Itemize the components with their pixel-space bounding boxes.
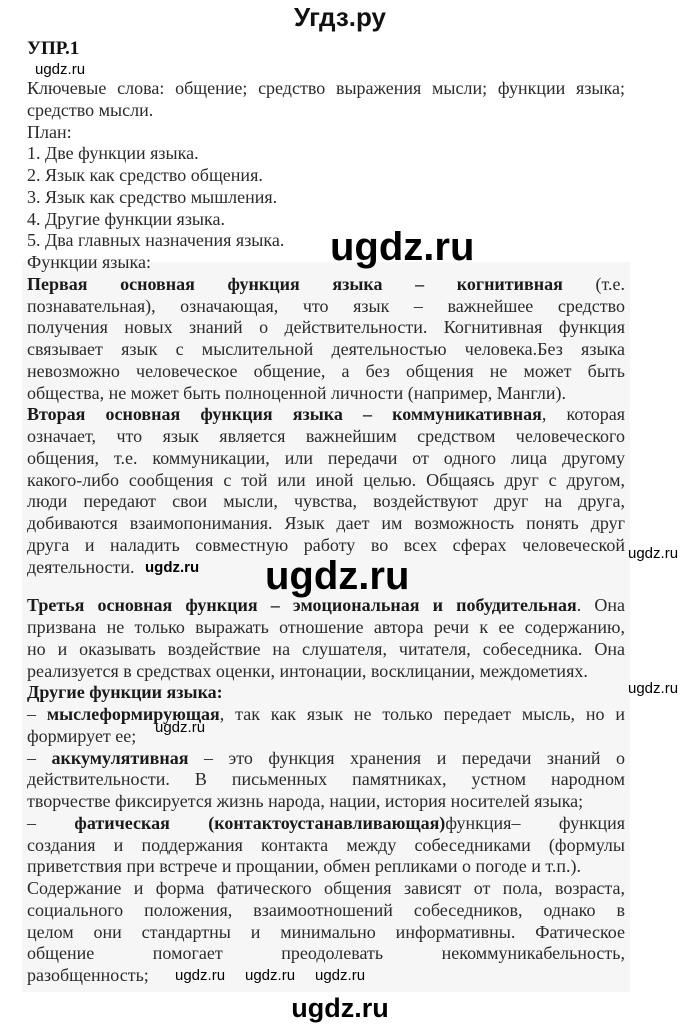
text-segment: разобщенность; [27,965,149,985]
text-line [27,426,625,448]
text-line [27,143,625,165]
text-line [27,230,625,252]
text-segment: общения, т.е. коммуникации, или передачи от одного лица другому [27,447,625,468]
text-segment: Содержание и форма фатического общения зависят от пола, возраста, [27,878,625,898]
text-line [27,470,625,492]
text-segment: . Она [576,595,625,616]
text-segment: друга и наладить совместную работу во всех сферах человеческой [27,534,625,555]
text-line [27,448,625,470]
watermark: ugdz.ru [145,559,200,576]
text-segment: 5. Два главных назначения языка. [27,230,285,251]
text-line [27,900,625,922]
text-segment: но и оказывать воздействие на слушателя, читателя, собеседника. Она [27,638,625,659]
text-line [27,682,625,704]
text-line [27,122,625,144]
watermark: ugdz.ru [628,680,679,697]
text-line [27,274,625,296]
text-segment: деятельности. [27,556,135,577]
text-segment: (т.е. [562,273,625,294]
bold-text: Вторая основная функция языка – коммуникативная [27,404,542,425]
text-segment: получения новых знаний о действительности. Когнитивная функция [27,317,625,338]
bold-text: аккумулятивная [51,747,189,768]
text-segment: приветствия при встрече и прощании, обмен репликами о погоде и т.п.). [27,856,582,877]
text-line [27,661,625,683]
text-line [27,595,625,617]
text-line [27,856,625,878]
bold-text: Третья основная функция – эмоциональная и побудительная [27,595,577,616]
bold-text: Первая основная функция языка – когнитивная [27,273,563,294]
text-segment: Функции языка: [27,252,151,272]
text-line [27,296,625,318]
watermark: ugdz.ru [628,545,679,562]
bold-text: фатическая (контактоустанавливающая) [74,812,446,833]
text-segment: План: [27,121,72,142]
text-line [27,339,625,361]
text-line [27,769,625,791]
text-segment: познавательная), означающая, что язык – важнейшее средство [27,295,625,316]
text-line [27,704,625,726]
text-segment: – [27,704,47,724]
text-segment: – [27,747,52,768]
watermark: ugdz.ru [35,61,86,78]
text-segment: какого-либо сообщения с той или иной целью. Общаясь друг с другом, [27,469,625,490]
text-segment: формирует ее; [27,725,137,746]
text-segment: – [27,812,75,833]
watermark: ugdz.ru [330,225,475,269]
text-segment: означает, что язык является важнейшим средством человеческого [27,426,625,446]
watermark: ugdz.ru [245,967,296,984]
text-line [27,748,625,770]
text-line [27,100,625,122]
text-line [27,639,625,661]
text-line [27,317,625,339]
watermark: ugdz.ru [315,967,366,984]
text-segment: общества, не может быть полноценной личности (например, Мангли). [27,382,567,403]
text-segment: действительности. В письменных памятниках, устном народном [27,769,625,790]
text-segment: , которая [541,404,626,425]
text-line [27,726,625,748]
text-segment: создания и поддержания контакта между собеседниками (формулы [27,834,625,855]
text-line [27,513,625,535]
text-line [27,361,625,383]
watermark: ugdz.ru [175,967,226,984]
text-line [27,617,625,639]
text-line [27,404,625,426]
bold-text: мыслеформирующая [46,704,220,724]
watermark: ugdz.ru [155,719,206,736]
text-segment: – это функция хранения и передачи знаний о [188,747,625,768]
text-segment: 4. Другие функции языка. [27,208,225,229]
text-line [27,943,625,965]
text-line [27,187,625,209]
text-line [27,78,625,100]
text-segment: , так как язык не только передает мысль, но и [219,704,626,724]
text-line [27,791,625,813]
text-segment: люди передают свои мысли, чувства, воздействуют друг на друга, [27,491,625,512]
text-segment: связывает язык с мыслительной деятельностью человека.Без языка [27,339,625,359]
text-line [27,922,625,944]
text-line [27,165,625,187]
text-segment: Ключевые слова: общение; средство выражения мысли; функции языка; [27,78,625,98]
text-segment: невозможно человеческое общение, а без общения не может быть [27,360,625,381]
text-segment: функция– функция [445,812,626,833]
text-segment: целом они стандартны и минимально информативны. Фатическое [27,921,625,942]
text-line [27,813,625,835]
text-line [27,878,625,900]
text-line [27,252,625,274]
site-title: Угдз.ру [294,2,386,32]
document-body [27,78,625,987]
text-segment: 3. Язык как средство мышления. [27,186,278,207]
text-line [27,835,625,857]
text-line [27,209,625,231]
bold-text: Другие функции языка: [27,682,223,703]
text-segment: 1. Две функции языка. [27,143,199,164]
text-segment: добиваются взаимопонимания. Язык дает им возможность понять друг [27,513,625,533]
text-segment: социального положения, взаимоотношений собеседников, однако в [27,899,625,920]
watermark: ugdz.ru [265,554,410,598]
text-segment: реализуется в средствах оценки, интонации, восклицании, междометиях. [27,660,588,681]
text-segment: 2. Язык как средство общения. [27,165,263,185]
text-segment: средство мысли. [27,99,154,120]
text-segment: общение помогает преодолевать некоммуникабельность, [27,943,625,964]
exercise-title: УПР.1 [27,38,80,59]
text-line [27,383,625,405]
text-segment: творчестве фиксируется жизнь народа, нации, история носителей языка; [27,791,584,811]
text-segment: призвана не только выражать отношение автора речи к ее содержанию, [27,617,625,637]
footer-watermark: ugdz.ru [291,993,389,1023]
text-line [27,491,625,513]
